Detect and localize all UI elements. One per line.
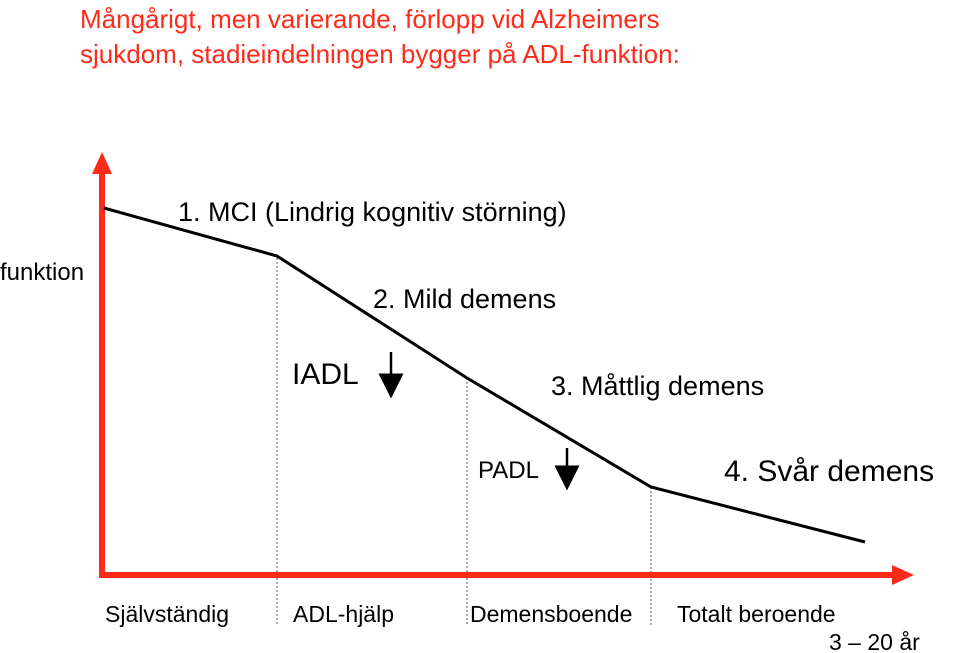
y-axis (92, 152, 112, 578)
x-category-2: ADL-hjälp (293, 601, 394, 627)
x-category-4: Totalt beroende (677, 601, 836, 627)
padl-label: PADL (478, 457, 539, 484)
stage-label-3: 3. Måttlig demens (551, 371, 765, 401)
x-category-3: Demensboende (470, 601, 633, 627)
title-line-1: Mångårigt, men varierande, förlopp vid Alzheimers (80, 4, 660, 34)
iadl-label: IADL (292, 358, 359, 391)
x-category-1: Självständig (105, 601, 230, 627)
x-axis (99, 565, 914, 585)
stage-label-4: 4. Svår demens (724, 455, 935, 488)
title-line-2: sjukdom, stadieindelningen bygger på ADL-funktion: (80, 39, 680, 69)
y-axis-label: funktion (0, 259, 85, 286)
stage-label-2: 2. Mild demens (373, 284, 557, 314)
stage-label-1: 1. MCI (Lindrig kognitiv störning) (178, 197, 567, 227)
duration-label: 3 – 20 år (829, 629, 920, 653)
